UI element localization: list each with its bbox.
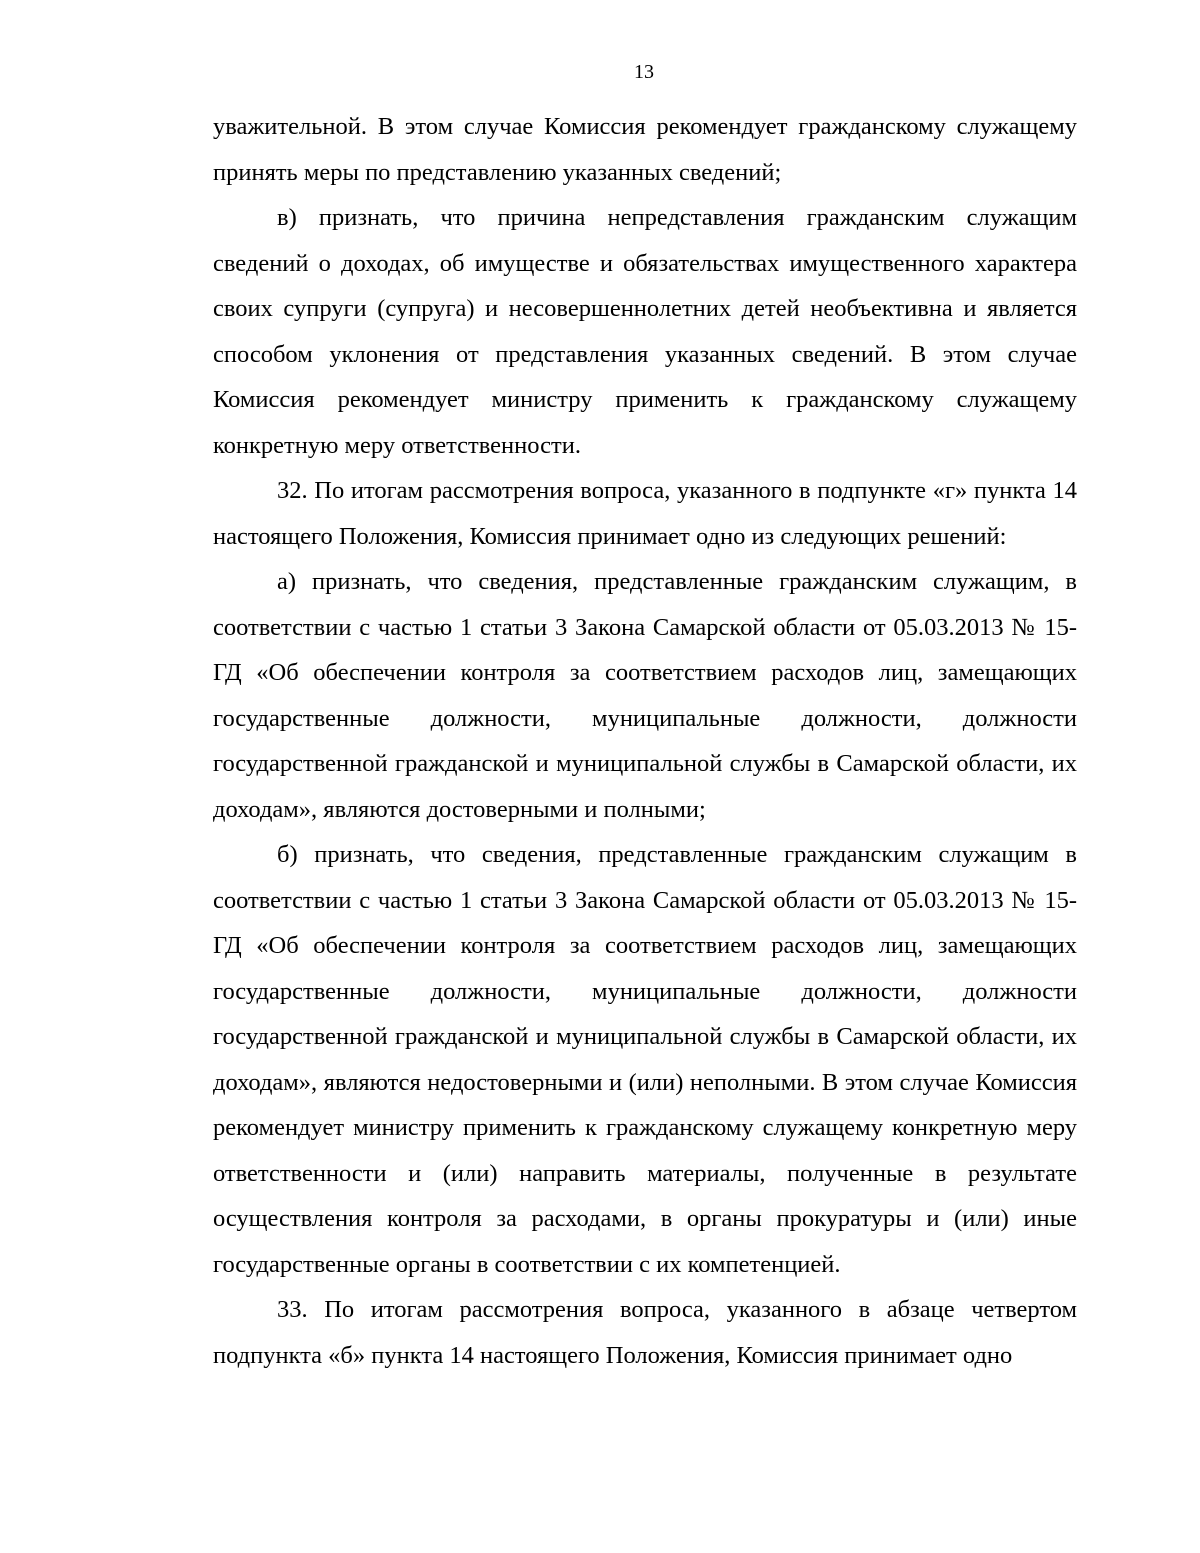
page-number: 13 [634, 61, 654, 83]
document-body [213, 104, 1077, 1378]
paragraph-item-32: 32. По итогам рассмотрения вопроса, указанного в подпункте «г» пункта 14 настоящего Положения, Комиссия принимает одно из следующих решений: [213, 477, 1077, 550]
paragraph-subitem-v: в) признать, что причина непредставления гражданским служащим сведений о доходах, об имуществе и обязательствах имущественного характера своих супруги (супруга) и несовершеннолетних детей необъективна и является способом уклонения от представления указанных сведений. В этом случае Комиссия рекомендует министру применить к гражданскому служащему конкретную меру ответственности. [213, 204, 1077, 459]
paragraph-item-33: 33. По итогам рассмотрения вопроса, указанного в абзаце четвертом подпункта «б» пункта 14 настоящего Положения, Комиссия принимает одно [213, 1296, 1077, 1369]
paragraph-subitem-a: а) признать, что сведения, представленные гражданским служащим, в соответствии с частью 1 статьи 3 Закона Самарской области от 05.03.2013 № 15-ГД «Об обеспечении контроля за соответствием расходов лиц, замещающих государственные должности, муниципальные должности, должности государственной гражданской и муниципальной службы в Самарской области, их доходам», являются достоверными и полными; [213, 568, 1077, 823]
paragraph-continuation: уважительной. В этом случае Комиссия рекомендует гражданскому служащему принять меры по представлению указанных сведений; [213, 113, 1077, 186]
paragraph-subitem-b: б) признать, что сведения, представленные гражданским служащим в соответствии с частью 1 статьи 3 Закона Самарской области от 05.03.2013 № 15-ГД «Об обеспечении контроля за соответствием расходов лиц, замещающих государственные должности, муниципальные должности, должности государственной гражданской и муниципальной службы в Самарской области, их доходам», являются недостоверными и (или) неполными. В этом случае Комиссия рекомендует министру применить к гражданскому служащему конкретную меру ответственности и (или) направить материалы, полученные в результате осуществления контроля за расходами, в органы прокуратуры и (или) иные государственные органы в соответствии с их компетенцией. [213, 841, 1077, 1278]
